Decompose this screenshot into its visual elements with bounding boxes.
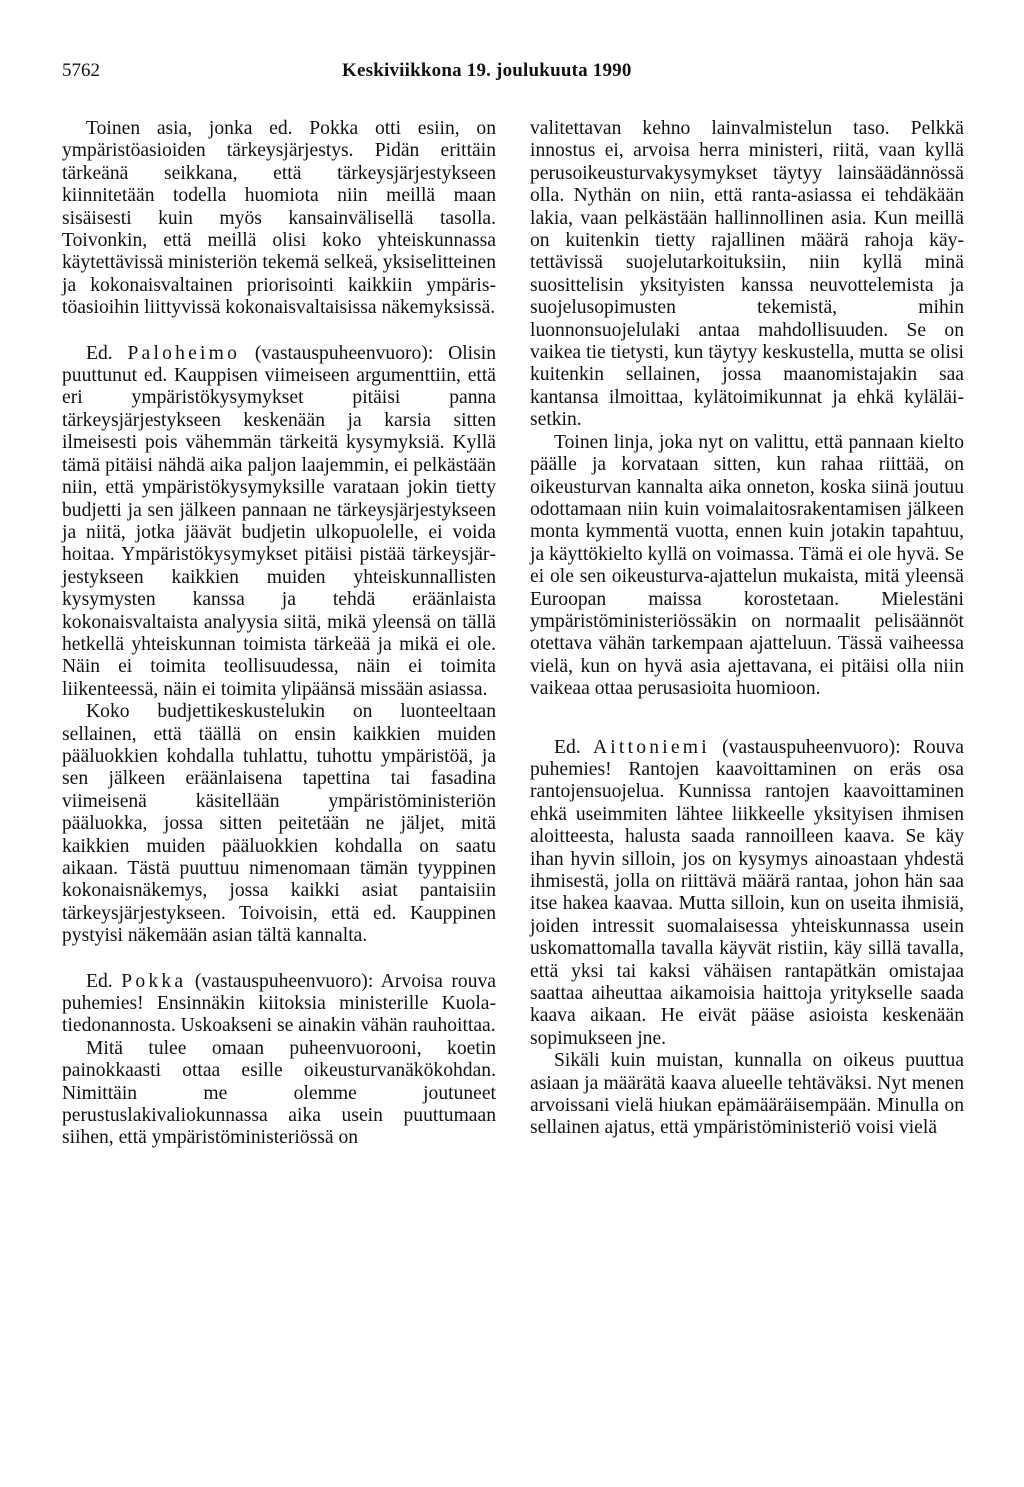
paragraph: Toinen asia, jonka ed. Pokka otti esiin, on ympäristöasioiden tärkeysjärjestys. Pidän erittäin tärkeänä seikkana, että tärkeysjärjestykseen kiinnitetään todella huomiota niin meillä maan sisäisesti kuin myös kansainvälisellä tasolla. Toivonkin, että meillä olisi koko yhteiskunnassa käytettävissä ministeriön tekemä selkeä, yksiselitteinen ja kokonaisvaltainen priorisointi kaikkiin ympäristöasioihin liittyvissä kokonaisvaltaisissa näkemyksissä. — [62, 118, 496, 319]
speaker-name: Paloheimo — [127, 342, 241, 364]
left-column — [62, 118, 496, 1150]
speech-aittoniemi — [530, 737, 964, 1051]
speech-text: (vastauspuheenvuoro): Olisin puuttunut ed. Kauppisen viimeiseen argumenttiin, että eri ympäristökysymykset pitäisi panna tärkeysjärjestykseen keskenään ja karsia sitten ilmeisesti pois vähemmän tärkeitä kysymyksiä. Kyllä tämä pitäisi nähdä aika paljon laajemmin, ei pelkästään niin, että ympäristökysymyksille varataan jokin tietty budjetti ja sen jälkeen pannaan ne tärkeysjärjestykseen ja niitä, jotka jäävät budjetin ulkopuolelle, ei voida hoitaa. Ympäristökysymykset pitäisi pistää tärkeysjärjestykseen kaikkien muiden yhteiskunnallisten kysymysten kanssa ja tehdä eräänlaista kokonaisvaltaista analyysia siitä, mikä yleensä on tällä hetkellä yhteiskunnan toimista tärkeää ja mikä ei ole. Näin ei toimita teollisuudessa, näin ei toimita liikenteessä, näin ei toimita ylipäänsä missään asiassa. — [62, 342, 496, 700]
paragraph: Toinen linja, joka nyt on valittu, että pannaan kielto päälle ja korvataan sitten, kun rahaa riittää, on oikeusturvan kannalta aika onneton, koska siinä joutuu odottamaan niin kuin voimalaitosrakentamisen jälkeen monta kymmentä vuotta, ennen kuin jotakin tapahtuu, ja käyttökielto kyllä on voimassa. Tämä ei ole hyvä. Se ei ole sen oikeusturva-ajattelun mukaista, mitä yleensä Euroopan maissa korostetaan. Mielestäni ympäristöministeriössäkin on normaalit pelisäännöt otettava vähän tarkempaan ajatteluun. Tässä vaiheessa vielä, kun on hyvä asia ajettavana, ei pitäisi olla niin vaikeaa ottaa perusasioita huomioon. — [530, 431, 964, 700]
paragraph: Sikäli kuin muistan, kunnalla on oikeus puuttua asiaan ja määrätä kaava alueelle tehtäväksi. Nyt menen arvoissani vielä hiukan epämääräisempään. Minulla on sellainen ajatus, että ympäristöministeriö voisi vielä — [530, 1050, 964, 1139]
speaker-prefix: Ed. — [554, 736, 581, 758]
speech-pokka — [62, 971, 496, 1038]
speaker-name: Aittoniemi — [592, 736, 710, 758]
paragraph: Mitä tulee omaan puheenvuorooni, koetin painokkaasti ottaa esille oikeusturvanäkökohdan. Nimittäin me olemme joutuneet perustuslakivaliokunnassa aika usein puuttumaan siihen, että ympäristöministeriössä on — [62, 1037, 496, 1149]
speaker-prefix: Ed. — [86, 342, 113, 364]
paragraph-continued: valitettavan kehno lainvalmistelun taso. Pelkkä innostus ei, arvoisa herra ministeri, riitä, vaan kyllä perusoikeusturvakysymykset täytyy lainsäädännössä olla. Nythän on niin, että ranta-asiassa ei tehdäkään lakia, vaan pelkästään hallinnollinen asia. Kun meillä on kuitenkin tietty rajallinen määrä rahoja käytettävissä suojelutarkoituksiin, niin kyllä minä suosittelisin yksityisten kanssa neuvottelemista ja suojelusopimusten tekemistä, mihin luonnonsuojelulaki antaa mahdollisuuden. Se on vaikea tie tietysti, kun täytyy keskustella, mutta se olisi kuitenkin sellainen, jossa maanomistajakin saa kantansa ilmoittaa, kylätoimikunnat ja ehkä kyläläisetkin. — [530, 118, 964, 431]
running-title: Keskiviikkona 19. joulukuuta 1990 — [342, 60, 632, 81]
right-column — [530, 118, 964, 1140]
page-number: 5762 — [62, 60, 100, 81]
speech-text: (vastauspuheenvuoro): Arvoisa rouva puhemies! Ensinnäkin kiitoksia ministerille Kuola-tiedonannosta. Uskoakseni se ainakin vähän rauhoittaa. — [62, 970, 496, 1037]
page-header — [0, 60, 1024, 90]
paragraph: Koko budjettikeskustelukin on luonteeltaan sellainen, että täällä on ensin kaikkien muiden pääluokkien kohdalla tuhlattu, tuhottu ympäristöä, ja sen jälkeen eräänlaisena tapettina tai fasadina viimeisenä käsitellään ympäristöministeriön pääluokka, jossa sitten peitetään ne jäljet, mitä kaikkien muiden pääluokkien kohdalla on saatu aikaan. Tästä puuttuu nimenomaan tämän tyyppinen kokonaisnäkemys, jossa kaikki asiat pantaisiin tärkeysjärjestykseen. Toivoisin, että ed. Kauppinen pystyisi näkemään asian tältä kannalta. — [62, 701, 496, 947]
speaker-name: Pokka — [121, 970, 187, 992]
speaker-prefix: Ed. — [86, 970, 113, 992]
speech-paloheimo — [62, 343, 496, 702]
speech-text: (vastauspuheenvuoro): Rouva puhemies! Rantojen kaavoittaminen on eräs osa rantojensuojelua. Kunnissa rantojen kaavoittaminen ehkä useimmiten lähtee liikkeelle yksityisen ihmisen aloitteesta, halusta saada rannoilleen kaava. Se käy ihan hyvin silloin, jos on kysymys ainoastaan yhdestä ihmisestä, jolla on riittävä määrä rantaa, johon hän saa itse hakea kaavaa. Mutta silloin, kun on useita ihmisiä, joiden intressit suomalaisessa yhteiskunnassa usein uskomattomalla tavalla käyvät ristiin, käy sillä tavalla, että yksi tai kaksi vähäisen rantapätkän omistajaa saattaa aiheuttaa aikamoisia haittoja yritykselle saada kaava aikaan. He eivät pääse asioista keskenään sopimukseen jne. — [530, 736, 964, 1049]
